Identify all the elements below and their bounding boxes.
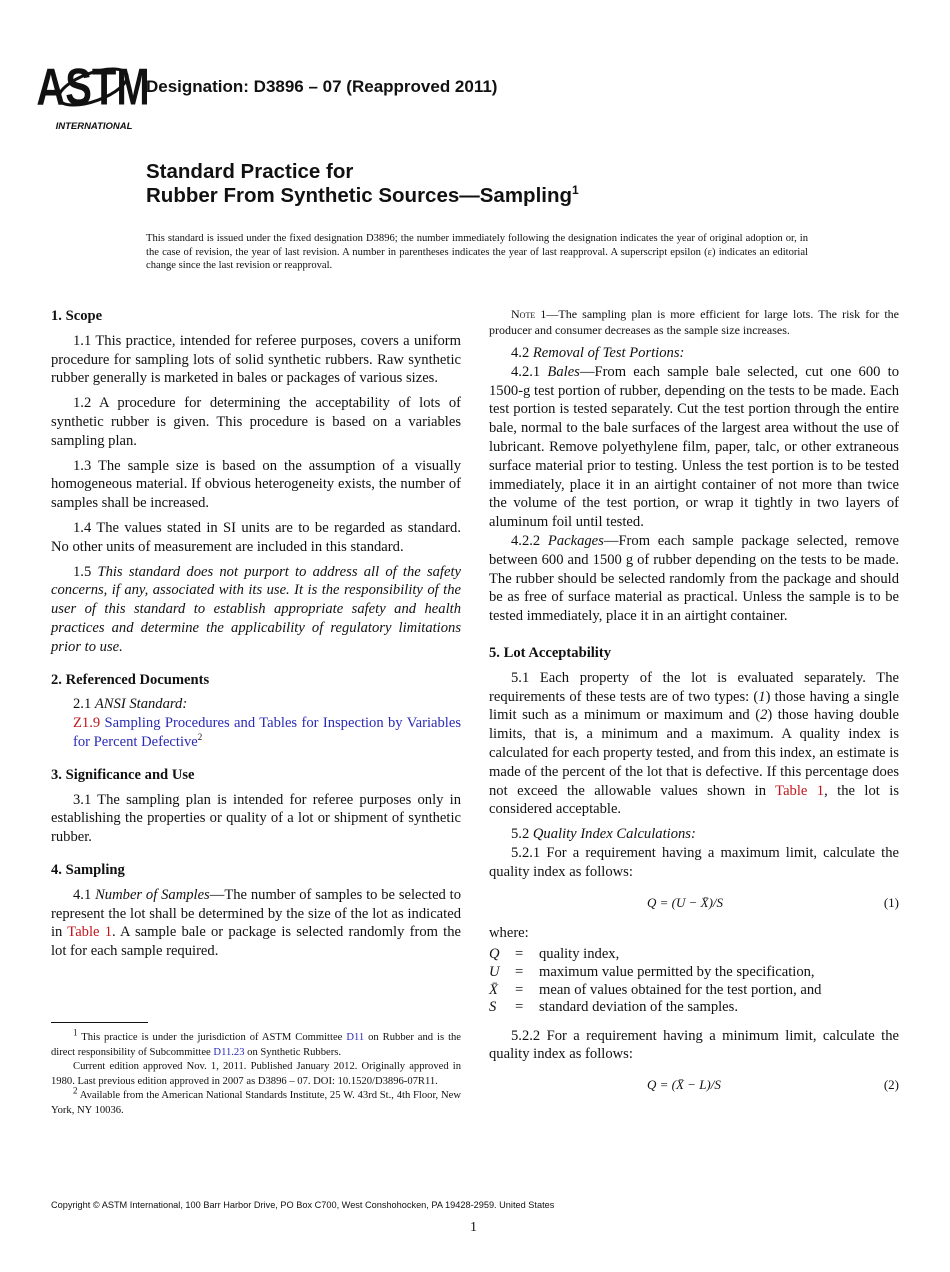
equation-number: (2) xyxy=(883,1077,899,1093)
symbol-definitions xyxy=(489,946,821,1016)
symbol xyxy=(489,946,515,964)
section-heading: 1. Scope xyxy=(51,308,103,324)
symbol-text: U xyxy=(489,963,500,980)
para-num: 2.1 xyxy=(73,696,95,713)
footnote-2 xyxy=(51,1085,461,1118)
title-line-2 xyxy=(146,184,579,208)
para-text: ) those having double limits, that is, a minimum and a maximum. A quality index is calculated for each property tested, and from this index, an estimate is made of the percent of the lot that is defective. If this percentage does not exceed the allowable values shown in xyxy=(489,707,899,799)
definition: mean of values obtained for the test portion, and xyxy=(539,981,822,998)
paragraph: 3.1 The sampling plan is intended for referee purposes only in establishing the properties or quality of a lot or shipment of synthetic rubber. xyxy=(51,791,461,846)
paragraph: 1.4 The values stated in SI units are to be regarded as standard. No other units of measurement are included in this standard. xyxy=(51,519,461,555)
paragraph: 1.2 A procedure for determining the acceptability of lots of synthetic rubber is given. This procedure is based on a variables sampling plan. xyxy=(51,395,461,449)
paragraph xyxy=(51,886,461,961)
committee-link[interactable]: D11 xyxy=(346,1032,365,1043)
definition-row xyxy=(489,999,821,1017)
svg-text:ASTM: ASTM xyxy=(36,57,150,116)
para-text: ANSI Standard: xyxy=(94,696,188,713)
para-text: —From each sample bale selected, cut one 600 to 1500-g test portion of rubber, depending on the tests to be made. Each test portion is tested separately. Cut the test portion through the entire bale, normal to the bale surfaces of the largest area without the use of lubricant. Remove polyethylene film, paper, talc, or other extraneous surface material prior to testing. Unless the test portion is to be tested immediately, place it in an airtight container of not more than twice the volume of the test portion, or wrap it tightly in two layers of aluminum foil until tested. xyxy=(489,363,899,531)
footnote-num: 1 xyxy=(73,1027,78,1038)
title-line-1: Standard Practice for xyxy=(146,160,354,183)
footnote-ref: 2 xyxy=(197,732,203,743)
para-num: 4.2 xyxy=(511,345,533,361)
reference-title-link[interactable]: Sampling Procedures and Tables for Inspection by Variables for Percent Defective xyxy=(73,715,461,750)
symbol-text: Q xyxy=(489,946,500,963)
table-1-link[interactable]: Table 1 xyxy=(67,924,112,941)
definition: quality index, xyxy=(539,946,620,963)
note-text: —The sampling plan is more efficient for large lots. The risk for the producer and consumer decreases as the sample size increases. xyxy=(489,307,900,337)
paragraph: 5.2.2 For a requirement having a minimum limit, calculate the quality index as follows: xyxy=(489,1027,899,1063)
equation-2 xyxy=(489,1072,899,1106)
para-text: , the lot is considered acceptable. xyxy=(489,782,899,818)
left-column xyxy=(51,307,461,961)
footnote-text: Available from the American National Standards Institute, 25 W. 43rd St., 4th Floor, New York, NY 10036. xyxy=(51,1090,461,1116)
intro-paragraph: This standard is issued under the fixed designation D3896; the number immediately following the designation indicates the year of original adoption or, in the case of revision, the year of last revision. A number in parentheses indicates the year of last reapproval. A superscript epsilon (ε) indicates an editorial change since the last revision or reapproval. xyxy=(146,233,808,271)
reference-code-link[interactable]: Z1.9 xyxy=(73,715,101,732)
copyright: Copyright © ASTM International, 100 Barr Harbor Drive, PO Box C700, West Conshohocken, PA 19428-2959. United States xyxy=(51,1200,555,1210)
para-num: 5.2 xyxy=(511,826,533,843)
footnotes xyxy=(51,1027,462,1118)
para-title: Packages xyxy=(547,532,604,549)
equation-text: Q = (X̄ − L)/S xyxy=(647,1077,721,1093)
note-label: Note 1 xyxy=(511,307,547,321)
subcommittee-link[interactable]: D11.23 xyxy=(213,1046,245,1058)
section-heading: 2. Referenced Documents xyxy=(51,671,210,688)
definition-row xyxy=(489,982,821,1000)
para-num: 4.2.2 xyxy=(511,532,548,549)
page-title xyxy=(146,160,579,208)
para-text: 5.1 Each property of the lot is evaluated separately. The requirements of these tests are of two types: ( xyxy=(489,669,899,705)
footnote-text: This practice is under the jurisdiction of ASTM Committee xyxy=(77,1032,347,1043)
symbol xyxy=(489,964,515,982)
para-title: Removal of Test Portions: xyxy=(532,345,685,361)
para-title: Number of Samples xyxy=(95,886,210,903)
right-column xyxy=(489,307,899,1106)
definition: maximum value permitted by the specification, xyxy=(539,963,815,980)
paragraph xyxy=(489,669,899,819)
para-text: 1 xyxy=(758,688,766,705)
section-heading: 5. Lot Acceptability xyxy=(489,644,612,661)
page-number: 1 xyxy=(470,1220,477,1235)
para-num: 4.1 xyxy=(73,886,96,903)
reference-item xyxy=(51,714,461,752)
footnote-text: on Rubber and is the direct responsibility of Subcommittee xyxy=(51,1032,462,1058)
symbol-text: S xyxy=(489,999,497,1016)
equals: = xyxy=(515,946,524,963)
para-title: Quality Index Calculations: xyxy=(532,826,696,843)
designation: Designation: D3896 – 07 (Reapproved 2011) xyxy=(146,77,498,96)
para-text: —From each sample package selected, remove between 600 and 1500 g of rubber depending on the tests to be made. The rubber should be selected randomly from the package and should be as free of surface material as practical. Unless the sample is to be tested immediately, place it in an airtight container. xyxy=(489,532,899,625)
svg-text:INTERNATIONAL: INTERNATIONAL xyxy=(55,121,133,132)
equals: = xyxy=(515,999,524,1016)
symbol xyxy=(489,999,515,1017)
footnote-text: on Synthetic Rubbers. xyxy=(244,1046,342,1058)
footnote-num: 2 xyxy=(73,1085,78,1096)
astm-logo xyxy=(36,55,150,133)
para-text: ) those having a single limit such as a minimum or maximum and ( xyxy=(489,688,899,724)
section-heading: 3. Significance and Use xyxy=(51,766,195,783)
paragraph: 1.1 This practice, intended for referee purposes, covers a uniform procedure for sampling lots of solid synthetic rubbers. Raw synthetic rubber generally is marketed in bales or packages of various sizes. xyxy=(51,332,461,387)
para-text: 2 xyxy=(760,707,768,724)
definition-row xyxy=(489,946,821,964)
paragraph xyxy=(489,363,899,532)
paragraph xyxy=(489,532,899,626)
footnote-edition: Current edition approved Nov. 1, 2011. Published January 2012. Originally approved in 1980. Last previous edition approved in 2007 as D3896 – 07. DOI: 10.1520/D3896-07R11. xyxy=(51,1061,461,1087)
definition: standard deviation of the samples. xyxy=(539,999,738,1016)
equals: = xyxy=(515,981,524,998)
note-1 xyxy=(489,307,899,338)
equation-number: (1) xyxy=(883,894,899,910)
paragraph: 1.3 The sample size is based on the assumption of a visually homogeneous material. If obvious heterogeneity exists, the number of samples shall be increased. xyxy=(51,457,461,512)
para-text: This standard does not purport to address all of the safety concerns, if any, associated with its use. It is the responsibility of the user of this standard to establish appropriate safety and health practices and determine the applicability of regulatory limitations prior to use. xyxy=(51,563,461,655)
symbol xyxy=(489,982,515,1000)
footnote-1 xyxy=(51,1027,462,1060)
section-heading: 4. Sampling xyxy=(51,861,125,878)
para-title: Bales xyxy=(547,363,580,380)
paragraph xyxy=(489,344,899,363)
paragraph xyxy=(51,563,461,657)
para-text: —The number of samples to be selected to represent the lot shall be determined by the size of the lot as indicated in xyxy=(51,886,462,941)
paragraph: 5.2.1 For a requirement having a maximum limit, calculate the quality index as follows: xyxy=(489,844,899,880)
definition-row xyxy=(489,964,821,982)
para-text: . A sample bale or package is selected randomly from the lot for each sample required. xyxy=(51,924,461,960)
where-label: where: xyxy=(489,924,529,941)
title-text: Rubber From Synthetic Sources—Sampling xyxy=(146,184,573,207)
table-1-link[interactable]: Table 1 xyxy=(775,782,825,799)
paragraph xyxy=(51,695,461,714)
equals: = xyxy=(515,963,524,980)
equation-text: Q = (U − X̄)/S xyxy=(647,894,724,910)
footnote-divider xyxy=(51,1022,148,1023)
symbol-text: X̄ xyxy=(489,981,498,998)
para-num: 1.5 xyxy=(73,563,98,580)
paragraph xyxy=(489,825,899,844)
equation-1 xyxy=(489,890,899,924)
title-footnote-ref: 1 xyxy=(572,183,579,198)
para-num: 4.2.1 xyxy=(511,363,548,380)
